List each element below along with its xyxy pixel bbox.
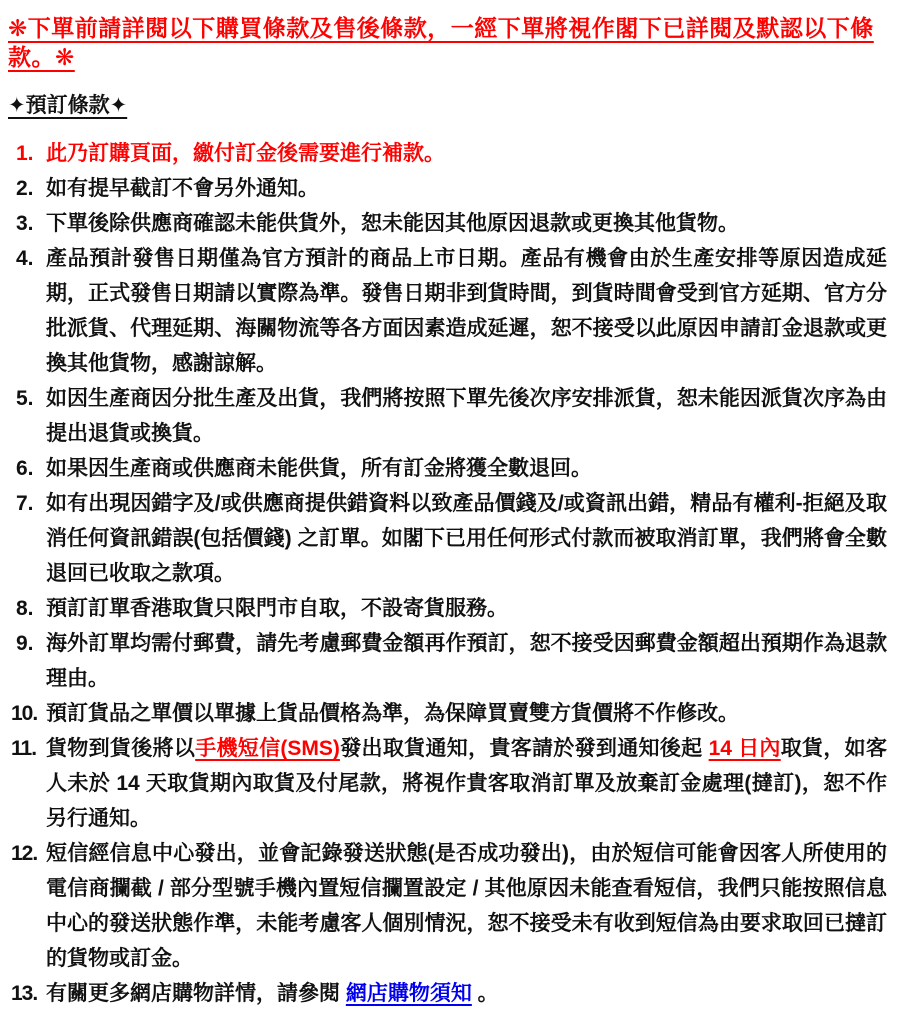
deadline-highlight: 14 日內	[708, 737, 781, 760]
text-segment: 短信經信息中心發出，並會記錄發送狀態(是否成功發出)，由於短信可能會因客人所使用的電信商攔截 / 部分型號手機內置短信攔置設定 / 其他原因未能查看短信，我們只能按照信息中心的發送狀態作準，未能考慮客人個別情況，恕不接受未有收到短信為由要求取回已撻訂的貨物或訂金。	[46, 842, 887, 970]
term-item-number: 12.	[11, 842, 38, 865]
text-segment: 下單後除供應商確認未能供貨外，恕未能因其他原因退款或更換其他貨物。	[46, 212, 739, 235]
text-segment: 如果因生產商或供應商未能供貨，所有訂金將獲全數退回。	[46, 457, 592, 480]
term-item-text	[46, 136, 887, 171]
term-item-number: 3.	[16, 212, 34, 235]
term-item	[8, 451, 887, 486]
term-item-text	[46, 696, 887, 731]
section-heading	[8, 93, 887, 119]
term-item-text	[46, 381, 887, 451]
term-item	[8, 591, 887, 626]
term-item-text	[46, 591, 887, 626]
text-segment: 。	[471, 982, 499, 1005]
term-item-number: 9.	[16, 632, 34, 655]
text-segment: 發出取貨通知，貴客請於發到通知後起	[339, 737, 709, 760]
term-item	[8, 241, 887, 381]
notice-text: ❋下單前請詳閱以下購買條款及售後條款，一經下單將視作閣下已詳閱及默認以下條款。❋	[8, 15, 874, 70]
term-item-text	[46, 171, 887, 206]
term-item-text	[46, 731, 887, 836]
term-item-number: 6.	[16, 457, 34, 480]
term-item-number: 4.	[16, 247, 34, 270]
term-item-text	[46, 976, 887, 1011]
term-item	[8, 486, 887, 591]
term-item-text	[46, 836, 887, 976]
term-item-text	[46, 241, 887, 381]
term-item-number: 2.	[16, 177, 34, 200]
term-item-text	[46, 626, 887, 696]
text-segment: 貨物到貨後將以	[46, 737, 196, 760]
sms-highlight: 手機短信(SMS)	[195, 737, 340, 760]
term-item	[8, 136, 887, 171]
text-segment: 產品預計發售日期僅為官方預計的商品上市日期。產品有機會由於生產安排等原因造成延期，正式發售日期請以實際為準。發售日期非到貨時間，到貨時間會受到官方延期、官方分批派貨、代理延期、海關物流等各方面因素造成延遲，恕不接受以此原因申請訂金退款或更換其他貨物，感謝諒解。	[46, 247, 887, 375]
term-item	[8, 381, 887, 451]
term-item	[8, 171, 887, 206]
text-segment: 如有出現因錯字及/或供應商提供錯資料以致產品價錢及/或資訊出錯，精品有權利-拒絕及取消任何資訊錯誤(包括價錢) 之訂單。如閣下已用任何形式付款而被取消訂單，我們將會全數退回已收取之款項。	[46, 492, 887, 585]
term-item-number: 11.	[11, 737, 37, 760]
shop-guide-link[interactable]: 網店購物須知	[345, 982, 472, 1005]
text-segment: 如有提早截訂不會另外通知。	[46, 177, 319, 200]
text-segment: 預訂訂單香港取貨只限門市自取，不設寄貨服務。	[46, 597, 508, 620]
section-heading-text: ✦預訂條款✦	[8, 94, 128, 117]
term-item-text	[46, 451, 887, 486]
term-item	[8, 731, 887, 836]
text-segment: 海外訂單均需付郵費，請先考慮郵費金額再作預訂，恕不接受因郵費金額超出預期作為退款理由。	[46, 632, 887, 690]
term-item-text	[46, 486, 887, 591]
text-segment: 取貨，如客人未於 14 天取貨期內取貨及付尾款，將視作貴客取消訂單及放棄訂金處理(撻訂)，恕不作另行通知。	[46, 737, 887, 830]
text-segment: 如因生產商因分批生產及出貨，我們將按照下單先後次序安排派貨，恕未能因派貨次序為由提出退貨或換貨。	[46, 387, 887, 445]
term-item-number: 7.	[16, 492, 34, 515]
text-segment: 預訂貨品之單價以單據上貨品價格為準，為保障買賣雙方貨價將不作修改。	[46, 702, 739, 725]
term-item-number: 13.	[11, 982, 38, 1005]
term-item-number: 8.	[16, 597, 34, 620]
text-segment: 有關更多網店購物詳情，請參閱	[46, 982, 346, 1005]
term-item	[8, 836, 887, 976]
terms-list	[8, 136, 887, 1011]
term-item-text	[46, 206, 887, 241]
term-item	[8, 976, 887, 1011]
text-segment: 此乃訂購頁面，繳付訂金後需要進行補款。	[46, 142, 445, 165]
term-item-number: 10.	[11, 702, 38, 725]
term-item-number: 1.	[16, 142, 34, 165]
term-item-number: 5.	[16, 387, 34, 410]
notice-banner	[8, 14, 887, 72]
term-item	[8, 206, 887, 241]
term-item	[8, 626, 887, 696]
term-item	[8, 696, 887, 731]
